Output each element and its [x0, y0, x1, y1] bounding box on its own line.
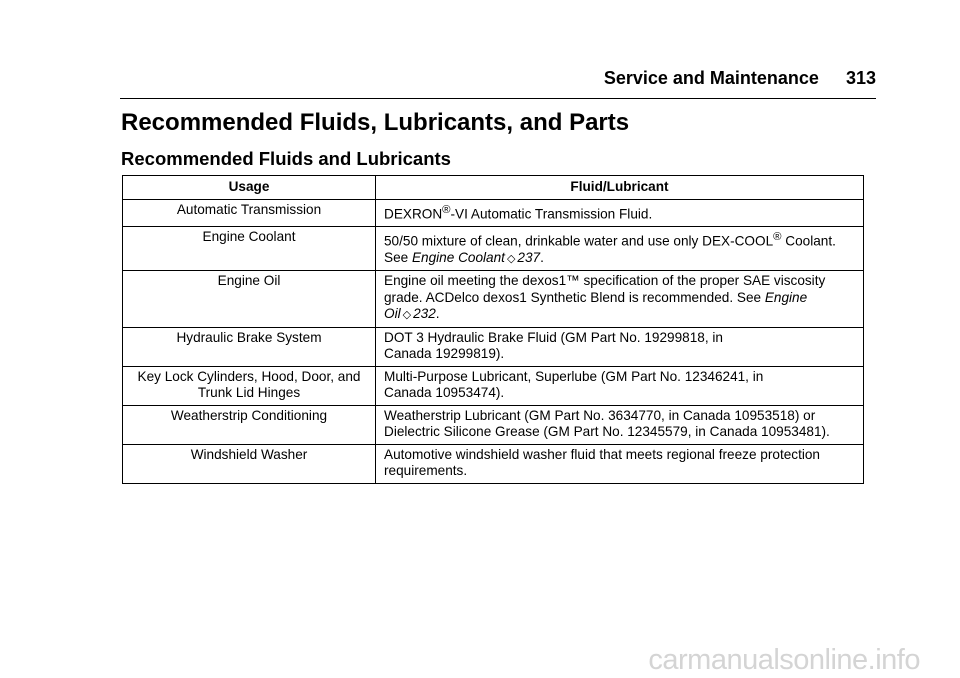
fluid-cell: Engine oil meeting the dexos1™ specification of the proper SAE viscosity grade. ACDelco dexos1 Synthetic Blend is recommended. See Engine Oil ◇ 232.	[376, 271, 864, 328]
page-number: 313	[845, 68, 876, 88]
fluid-cell: 50/50 mixture of clean, drinkable water and use only DEX-COOL® Coolant. See Engine Coolant ◇ 237.	[376, 226, 864, 271]
usage-cell: Engine Oil	[123, 271, 376, 328]
page-reference-icon: ◇	[506, 252, 516, 265]
reference-page-number[interactable]: 237	[517, 249, 541, 265]
reference-page-number[interactable]: 232	[413, 306, 436, 322]
table-row	[123, 226, 864, 271]
watermark: carmanualsonline.info	[648, 644, 920, 676]
table-row	[123, 199, 864, 226]
table-row	[123, 271, 864, 328]
section-subtitle: Recommended Fluids and Lubricants	[121, 148, 451, 169]
usage-cell: Automatic Transmission	[123, 199, 376, 226]
column-header-fluid: Fluid/Lubricant	[376, 176, 864, 200]
fluid-cell: Automotive windshield washer fluid that meets regional freeze protection requirements.	[376, 444, 864, 483]
usage-cell: Key Lock Cylinders, Hood, Door, and Trunk Lid Hinges	[123, 366, 376, 405]
fluid-cell: DOT 3 Hydraulic Brake Fluid (GM Part No. 19299818, in Canada 19299819).	[376, 327, 864, 366]
fluid-cell: Multi-Purpose Lubricant, Superlube (GM Part No. 12346241, in Canada 10953474).	[376, 366, 864, 405]
fluids-table	[122, 175, 864, 484]
fluid-cell: Weatherstrip Lubricant (GM Part No. 3634770, in Canada 10953518) or Dielectric Silicone Grease (GM Part No. 12345579, in Canada 10953481).	[376, 405, 864, 444]
usage-cell: Hydraulic Brake System	[123, 327, 376, 366]
page-title: Recommended Fluids, Lubricants, and Parts	[121, 109, 630, 136]
table-header-row	[123, 176, 864, 200]
usage-cell: Windshield Washer	[123, 444, 376, 483]
table-row	[123, 366, 864, 405]
usage-cell: Engine Coolant	[123, 226, 376, 271]
usage-cell: Weatherstrip Conditioning	[123, 405, 376, 444]
cross-reference-link[interactable]: Engine Coolant	[411, 249, 505, 265]
table-row	[123, 444, 864, 483]
page-reference-icon: ◇	[402, 309, 412, 322]
fluid-cell: DEXRON®-VI Automatic Transmission Fluid.	[376, 199, 864, 226]
column-header-usage: Usage	[123, 176, 376, 200]
header-rule	[120, 98, 876, 99]
table-row	[123, 405, 864, 444]
cross-reference-link[interactable]: Engine Oil	[384, 289, 808, 322]
running-header	[120, 68, 876, 89]
section-title: Service and Maintenance	[603, 68, 819, 88]
table-row	[123, 327, 864, 366]
